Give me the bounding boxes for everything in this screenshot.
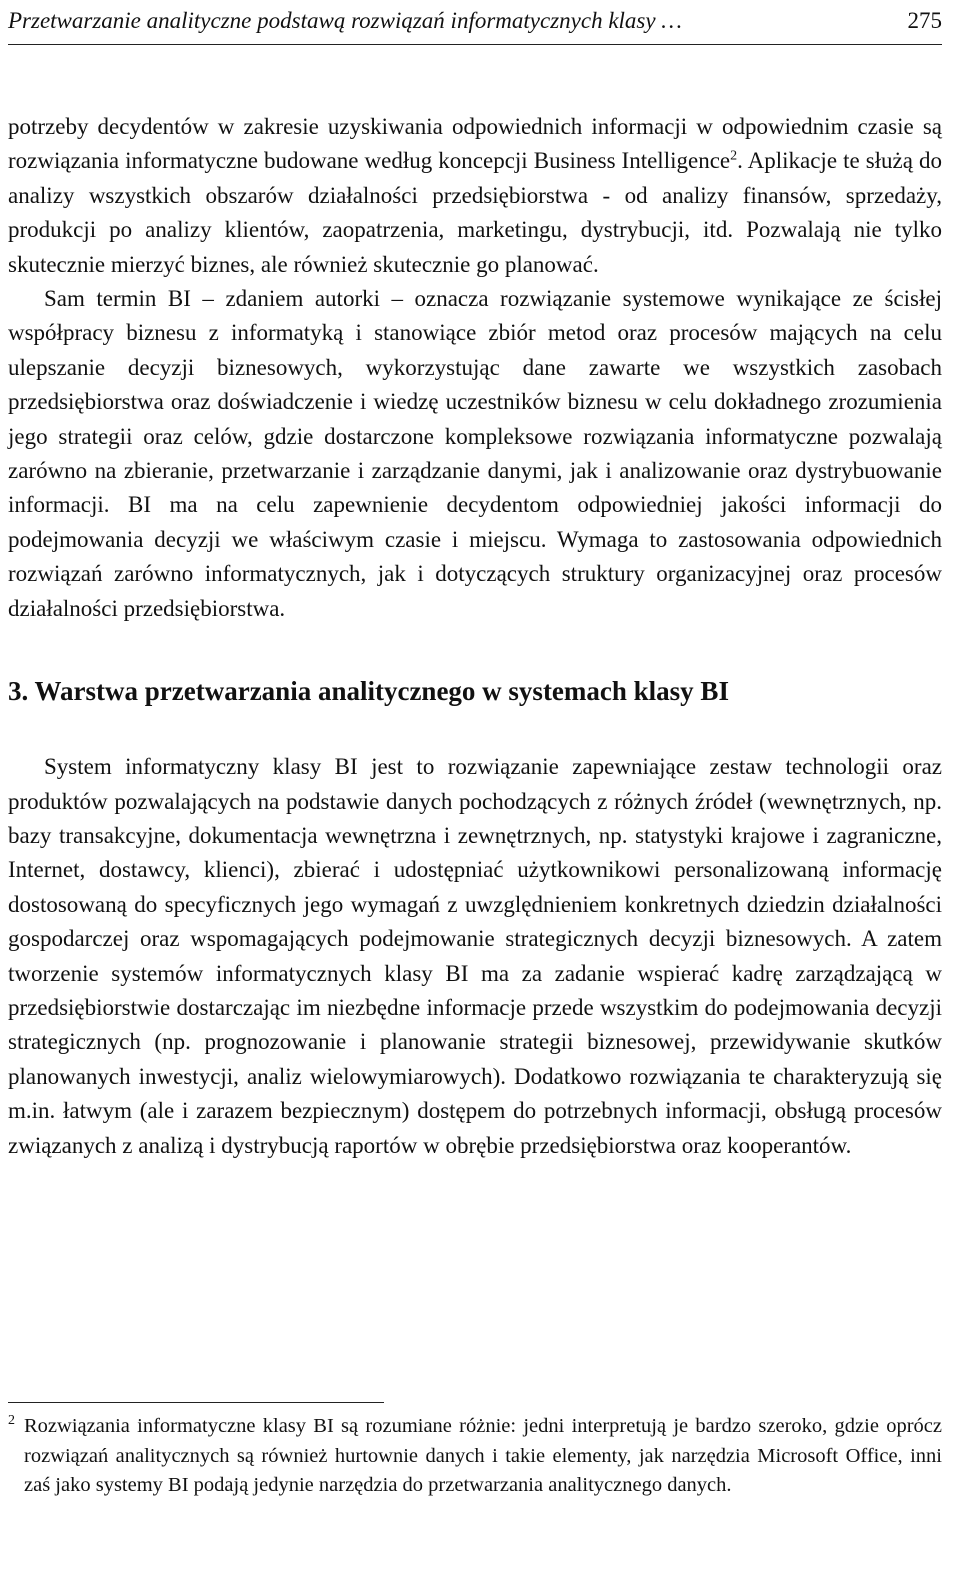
- body-text: [8, 110, 942, 1163]
- footnote-reference[interactable]: 2: [730, 148, 738, 164]
- page-number: 275: [907, 8, 942, 33]
- paragraph-2: Sam termin BI – zdaniem autorki – oznacza rozwiązanie systemowe wynikające ze ścisłej współpracy biznesu z informatyką i stanowiące zbiór metod oraz procesów mających na celu ulepszanie decyzji biznesowych, wykorzystując dane zawarte we wszystkich zasobach przedsiębiorstwa oraz doświadczenie i wiedzę uczestników biznesu w celu dokładnego zrozumienia jego strategii oraz celów, gdzie dostarczone kompleksowe rozwiązania informatyczne pozwalają zarówno na zbieranie, przetwarzanie i zarządzanie danymi, jak i analizowanie oraz dystrybuowanie informacji. BI ma na celu zapewnienie decydentom odpowiedniej jakości informacji do podejmowania decyzji we właściwym czasie i miejscu. Wymaga to zastosowania odpowiednich rozwiązań zarówno informatycznych, jak i dotyczących struktury organizacyjnej oraz procesów działalności przedsiębiorstwa.: [8, 286, 942, 621]
- section-paragraph-1: System informatyczny klasy BI jest to rozwiązanie zapewniające zestaw technologii oraz produktów pozwalających na podstawie danych pochodzących z różnych źródeł (wewnętrznych, np. bazy transakcyjne, dokumentacja wewnętrzna i zewnętrznych, np. statystyki krajowe i zagraniczne, Internet, dostawcy, klienci), zbierać i udostępniać użytkownikowi personalizowaną informację dostosowaną do specyficznych jego wymagań z uwzględnieniem konkretnych dziedzin działalności gospodarczej oraz wspomagających podejmowanie strategicznych decyzji biznesowych. A zatem tworzenie systemów informatycznych klasy BI ma za zadanie wspierać kadrę zarządzającą w przedsiębiorstwie dostarczając im niezbędne informacje przede wszystkim do podejmowania decyzji strategicznych (np. prognozowanie i planowanie strategii biznesowej, przewidywanie skutków planowanych inwestycji, analiz wielowymiarowych). Dodatkowo rozwiązania te charakteryzują się m.in. łatwym (ale i zarazem bezpiecznym) dostępem do potrzebnych informacji, obsługą procesów związanych z analizą i dystrybucją raportów w obrębie przedsiębiorstwa oraz kooperantów.: [8, 754, 942, 1158]
- footnote-marker: 2: [8, 1413, 15, 1428]
- footnote: [8, 1412, 942, 1501]
- footnote-text: Rozwiązania informatyczne klasy BI są rozumiane różnie: jedni interpretują je bardzo szeroko, gdzie oprócz rozwiązań analitycznych są również hurtownie danych i takie elementy, jak narzędzia Microsoft Office, inni zaś jako systemy BI podają jedynie narzędzia do przetwarzania analitycznego danych.: [24, 1415, 942, 1496]
- paragraph-1-text-a: potrzeby decydentów w zakresie uzyskiwania odpowiednich informacji w odpowiednim czasie są rozwiązania informatyczne budowane według koncepcji Business Intelligence: [8, 114, 942, 174]
- header-rule: [8, 44, 942, 45]
- footnote-rule: [8, 1402, 384, 1403]
- section-heading: 3. Warstwa przetwarzania analitycznego w systemach klasy BI: [8, 676, 729, 707]
- running-head: [8, 6, 942, 40]
- paragraph-1: [8, 110, 942, 282]
- paragraph-1-text-b: . Aplikacje te służą do analizy wszystkich obszarów działalności przedsiębiorstwa - od analizy finansów, sprzedaży, produkcji po analizy klientów, zaopatrzenia, marketingu, dystrybucji, itd. Pozwalają nie tylko skutecznie mierzyć biznes, ale również skutecznie go planować.: [8, 148, 942, 277]
- running-head-title: Przetwarzanie analityczne podstawą rozwiązań informatycznych klasy …: [8, 8, 682, 33]
